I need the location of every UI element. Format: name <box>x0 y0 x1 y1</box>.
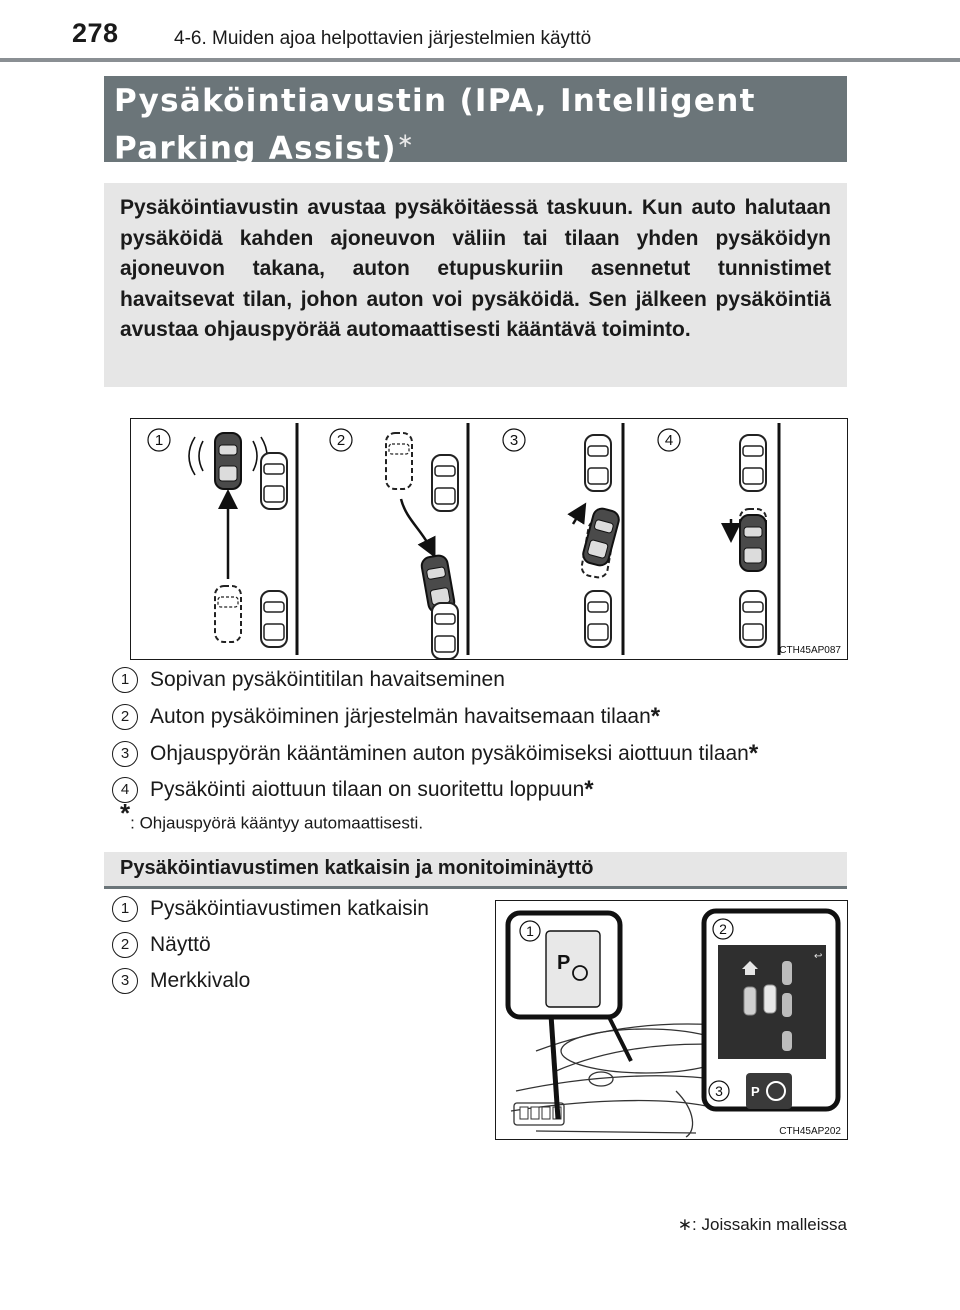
intro-text: Pysäköintiavustin avustaa pysäköitäessä taskuun. Kun auto halutaan pysäköidä kahden ajoneuvon väliin tai tilaan yhden pysäköidyn ajoneuvon takana, auton etupuskuriin asennetut tunnistimet havaitsevat tilan, johon auton voi pysäköidä. Sen jälkeen pysäköintiä avustaa ohjauspyörää automaattisesti kääntävä toiminto. <box>120 196 831 342</box>
panel-2 <box>386 433 458 659</box>
title-mark: ∗ <box>396 128 415 152</box>
sub-item-num-2: 2 <box>112 932 138 958</box>
dashboard-figure <box>495 900 848 1140</box>
sub-item-text-1: Pysäköintiavustimen katkaisin <box>150 897 429 920</box>
page-number: 278 <box>72 18 119 48</box>
model-note-text: : Joissakin malleissa <box>692 1215 847 1234</box>
step-marker-2-label: 2 <box>336 432 346 449</box>
subsection-title: Pysäköintiavustimen katkaisin ja monitoiminäyttö <box>120 857 594 879</box>
step-marker-1-label: 1 <box>154 432 164 449</box>
footnote <box>120 798 424 834</box>
sub-item-2 <box>112 931 211 959</box>
parking-steps-figure <box>130 418 848 660</box>
step-caption-2: 2 Auton pysäköiminen järjestelmän havaitsemaan tilaan * <box>112 703 660 731</box>
step-caption-4: 4 Pysäköinti aiottuun tilaan on suoritettu loppuun * <box>112 776 594 804</box>
panel-1 <box>189 433 287 647</box>
step-marker-4-label: 4 <box>664 432 674 449</box>
step-text-3: Ohjauspyörän kääntäminen auton pysäköimiseksi aiottuun tilaan <box>150 742 749 765</box>
callout-3-label: 3 <box>715 1083 723 1099</box>
step-caption-3: 3 Ohjauspyörän kääntäminen auton pysäköimiseksi aiottuun tilaan * <box>112 740 758 768</box>
step-num-3: 3 <box>112 741 138 767</box>
dashboard-illustration <box>496 901 847 1139</box>
model-note-mark: ∗ <box>677 1215 693 1234</box>
section-title-text: Pysäköintiavustin (IPA, Intelligent Parking Assist) <box>114 83 756 167</box>
panel-3 <box>573 435 621 647</box>
indicator-letter: P <box>751 1084 760 1099</box>
sub-item-text-2: Näyttö <box>150 933 211 956</box>
step-num-1: 1 <box>112 667 138 693</box>
sub-item-num-1: 1 <box>112 896 138 922</box>
step-num-2: 2 <box>112 704 138 730</box>
figure1-code: CTH45AP087 <box>779 645 841 656</box>
step-marker-3-label: 3 <box>509 432 519 449</box>
sub-item-num-3: 3 <box>112 968 138 994</box>
footnote-text: : Ohjauspyörä kääntyy automaattisesti. <box>130 813 424 833</box>
step-caption-1 <box>112 666 505 694</box>
section-title <box>114 82 844 168</box>
callout-2-label: 2 <box>719 921 727 937</box>
sub-item-3 <box>112 967 250 995</box>
svg-text:↩: ↩ <box>814 951 823 962</box>
footnote-star: * <box>120 798 131 828</box>
ipa-switch-letter: P <box>557 952 571 974</box>
panel-4 <box>731 435 766 647</box>
step-num-4: 4 <box>112 777 138 803</box>
chapter-title: 4-6. Muiden ajoa helpottavien järjestelmien käyttö <box>174 28 592 49</box>
model-note <box>678 1215 847 1235</box>
step-text-4: Pysäköinti aiottuun tilaan on suoritettu loppuun <box>150 778 585 801</box>
ipa-switch <box>546 931 600 1007</box>
step-text-2: Auton pysäköiminen järjestelmän havaitsemaan tilaan <box>150 705 651 728</box>
header-rule <box>0 58 960 62</box>
sub-item-text-3: Merkkivalo <box>150 969 251 992</box>
callout-1-label: 1 <box>526 923 534 939</box>
figure2-code: CTH45AP202 <box>779 1126 841 1137</box>
sub-item-1 <box>112 895 429 923</box>
step-text-1: Sopivan pysäköintitilan havaitseminen <box>150 668 505 691</box>
parking-steps-illustration <box>131 419 847 659</box>
